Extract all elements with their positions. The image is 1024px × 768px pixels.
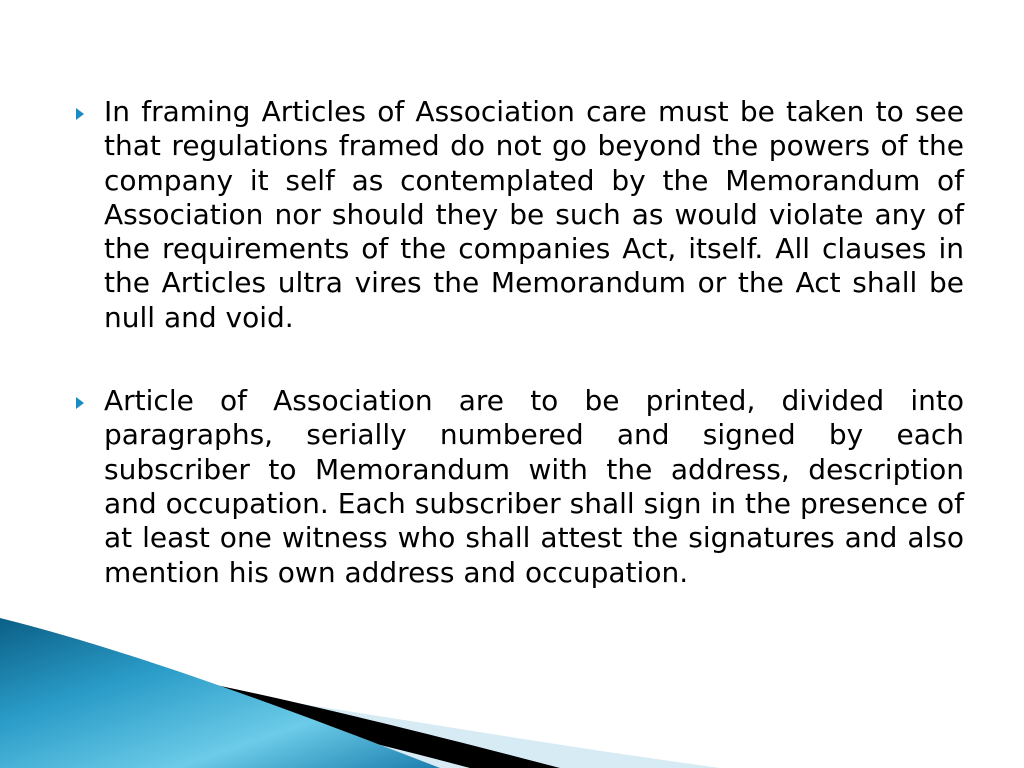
bullet-text: Article of Association are to be printed, divided into paragraphs, serially numbered and signed by each subscriber to Memorandum with the address, description and occupation. Each subscriber shall sign in the presence of at least one witness who shall attest the signatures and also mention his own address and occupation. — [104, 384, 964, 589]
triangle-bullet-icon — [76, 397, 84, 409]
bullet-list — [76, 95, 964, 639]
pale-band-shape — [0, 658, 720, 768]
bullet-item — [76, 384, 964, 590]
blue-wave-shape — [0, 618, 440, 768]
triangle-bullet-icon — [76, 108, 84, 120]
bullet-item — [76, 95, 964, 335]
bullet-text: In framing Articles of Association care must be taken to see that regulations framed do not go beyond the powers of the company it self as contemplated by the Memorandum of Association nor should they be such as would violate any of the requirements of the companies Act, itself. All clauses in the Articles ultra vires the Memorandum or the Act shall be null and void. — [104, 95, 964, 334]
black-stripe-shape — [0, 648, 560, 768]
wave-swoosh-decoration — [0, 618, 1024, 768]
